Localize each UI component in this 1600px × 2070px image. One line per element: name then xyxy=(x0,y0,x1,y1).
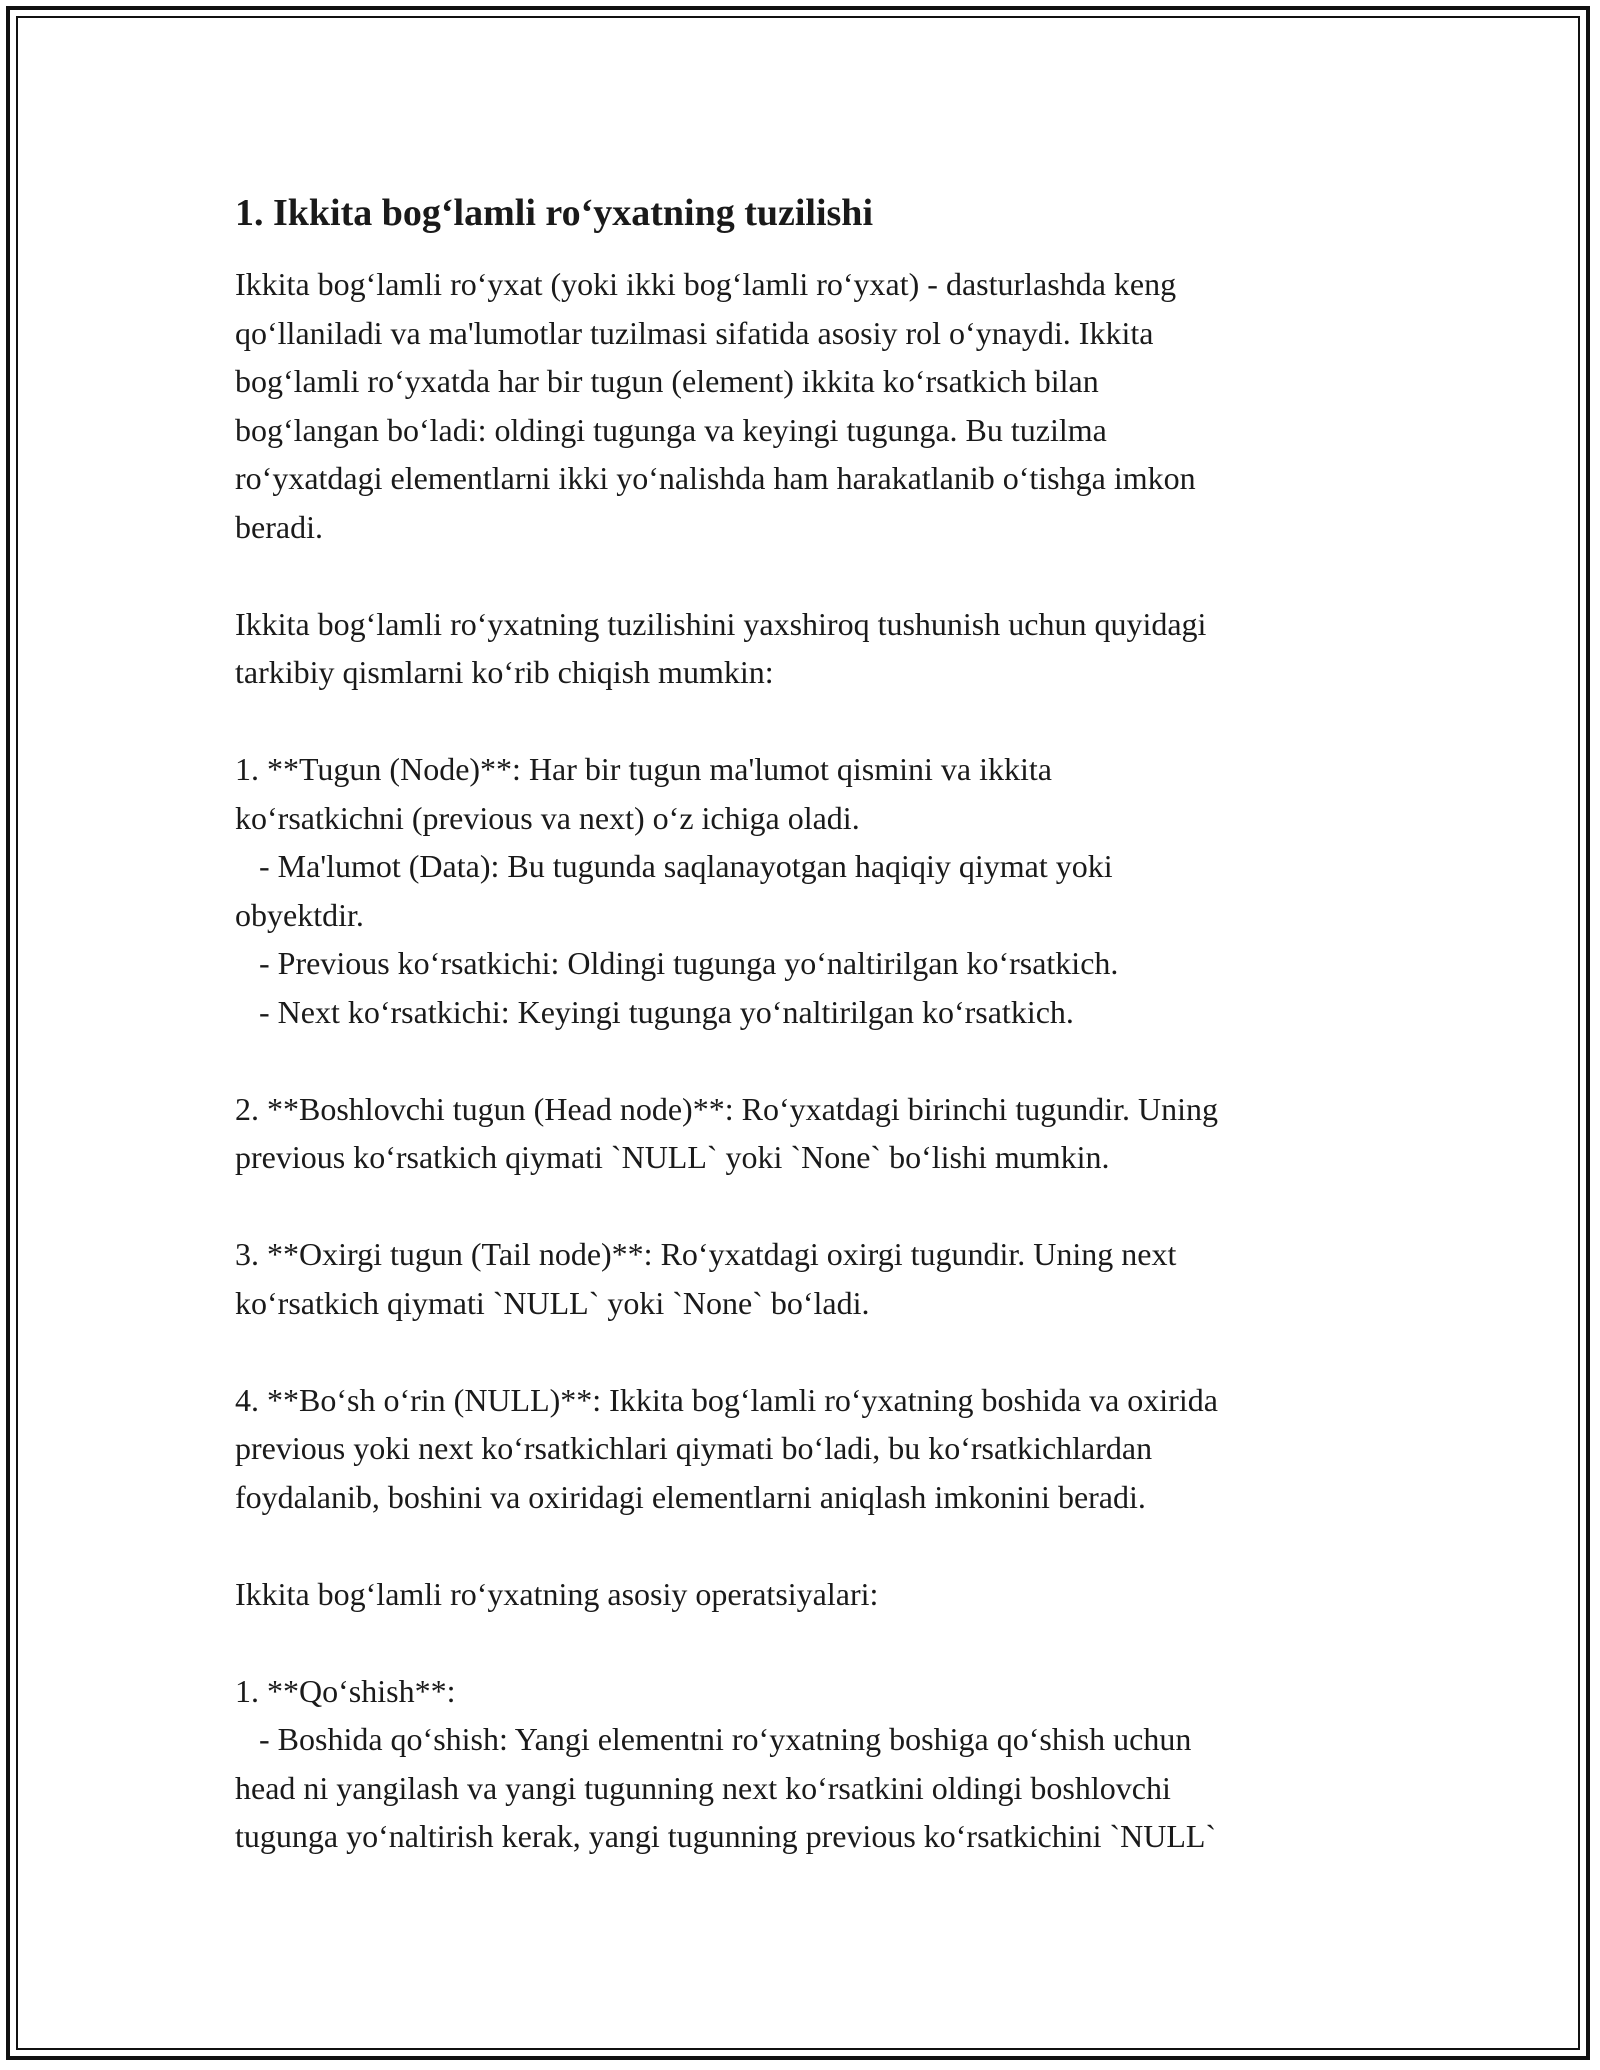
text-line: - Boshida qo‘shish: Yangi elementni ro‘yxatning boshiga qo‘shish uchun xyxy=(235,1721,1192,1757)
text-line: ro‘yxatdagi elementlarni ikki yo‘nalishda ham harakatlanib o‘tishga imkon xyxy=(235,460,1196,496)
paragraph xyxy=(235,1085,1375,1182)
text-line: previous ko‘rsatkich qiymati `NULL` yoki `None` bo‘lishi mumkin. xyxy=(235,1139,1110,1175)
text-line: beradi. xyxy=(235,508,323,545)
paragraph xyxy=(235,1230,1375,1327)
text-line: ko‘rsatkichni (previous va next) o‘z ichiga oladi. xyxy=(235,799,860,836)
text-line: Ikkita bog‘lamli ro‘yxat (yoki ikki bog‘lamli ro‘yxat) - dasturlashda keng xyxy=(235,266,1177,302)
paragraph xyxy=(235,260,1375,551)
text-line: bog‘langan bo‘ladi: oldingi tugunga va keyingi tugunga. Bu tuzilma xyxy=(235,411,1107,448)
text-line: Ikkita bog‘lamli ro‘yxatning asosiy operatsiyalari: xyxy=(235,1575,879,1612)
section-heading: 1. Ikkita bog‘lamli ro‘yxatning tuzilishi xyxy=(235,192,874,234)
text-line: bog‘lamli ro‘yxatda har bir tugun (element) ikkita ko‘rsatkich bilan xyxy=(235,363,1099,399)
paragraph xyxy=(235,745,1375,1036)
text-line: 2. **Boshlovchi tugun (Head node)**: Ro‘yxatdagi birinchi tugundir. Uning xyxy=(235,1090,1218,1127)
text-line: - Next ko‘rsatkichi: Keyingi tugunga yo‘naltirilgan ko‘rsatkich. xyxy=(235,993,1074,1030)
paragraph xyxy=(235,1570,1375,1619)
paragraph xyxy=(235,1667,1375,1861)
text-line: ko‘rsatkich qiymati `NULL` yoki `None` bo‘ladi. xyxy=(235,1284,870,1321)
text-line: 1. **Qo‘shish**: xyxy=(235,1672,456,1709)
document-body xyxy=(235,186,1375,1909)
text-line: 4. **Bo‘sh o‘rin (NULL)**: Ikkita bog‘lamli ro‘yxatning boshida va oxirida xyxy=(235,1381,1218,1418)
paragraph xyxy=(235,1376,1375,1522)
text-line: qo‘llaniladi va ma'lumotlar tuzilmasi sifatida asosiy rol o‘ynaydi. Ikkita xyxy=(235,314,1154,351)
text-line: obyektdir. xyxy=(235,896,364,933)
text-line: previous yoki next ko‘rsatkichlari qiymati bo‘ladi, bu ko‘rsatkichlardan xyxy=(235,1430,1153,1466)
text-line: tarkibiy qismlarni ko‘rib chiqish mumkin: xyxy=(235,654,774,690)
text-line: 1. **Tugun (Node)**: Har bir tugun ma'lumot qismini va ikkita xyxy=(235,751,1052,787)
text-line: foydalanib, boshini va oxiridagi elementlarni aniqlash imkonini beradi. xyxy=(235,1478,1146,1515)
text-line: - Ma'lumot (Data): Bu tugunda saqlanayotgan haqiqiy qiymat yoki xyxy=(235,848,1113,884)
paragraph xyxy=(235,600,1375,697)
text-line: head ni yangilash va yangi tugunning next ko‘rsatkini oldingi boshlovchi xyxy=(235,1769,1171,1806)
text-line: - Previous ko‘rsatkichi: Oldingi tugunga yo‘naltirilgan ko‘rsatkich. xyxy=(235,945,1119,981)
text-line: 3. **Oxirgi tugun (Tail node)**: Ro‘yxatdagi oxirgi tugundir. Uning next xyxy=(235,1236,1177,1272)
text-line: Ikkita bog‘lamli ro‘yxatning tuzilishini yaxshiroq tushunish uchun quyidagi xyxy=(235,605,1207,642)
text-line: tugunga yo‘naltirish kerak, yangi tugunning previous ko‘rsatkichini `NULL` xyxy=(235,1818,1217,1854)
